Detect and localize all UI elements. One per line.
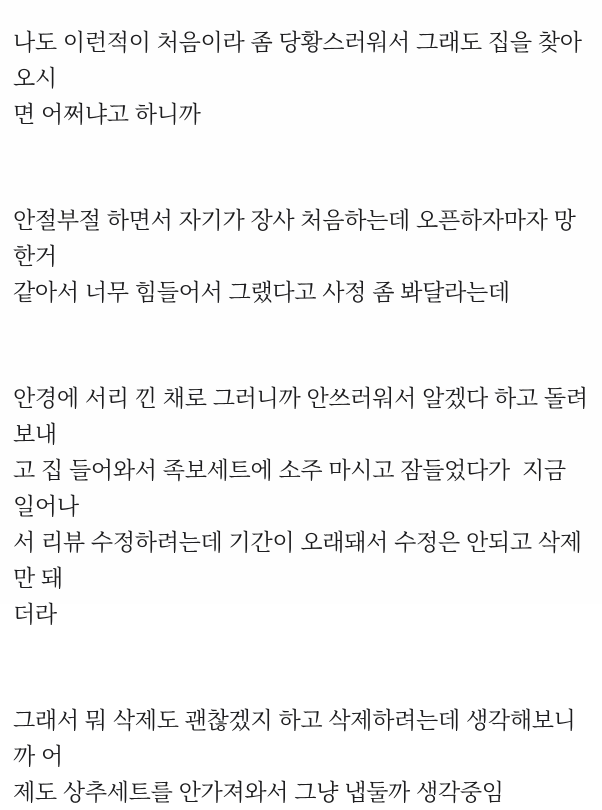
paragraph-3 xyxy=(13,380,590,632)
text-line: 같아서 너무 힘들어서 그랬다고 사정 좀 봐달라는데 xyxy=(13,279,510,305)
text-line: 안절부절 하면서 자기가 장사 처음하는데 오픈하자마자 망한거 xyxy=(13,207,576,269)
text-line: 서 리뷰 수정하려는데 기간이 오래돼서 수정은 안되고 삭제만 돼 xyxy=(13,529,582,591)
text-line: 안경에 서리 낀 채로 그러니까 안쓰러워서 알겠다 하고 돌려보내 xyxy=(13,385,588,447)
paragraph-2 xyxy=(13,202,590,310)
text-line: 고 집 들어와서 족보세트에 소주 마시고 잠들었다가 지금 일어나 xyxy=(13,457,572,519)
text-line: 제도 상추세트를 안가져와서 그냥 냅둘까 생각중임 xyxy=(13,779,504,805)
text-line: 나도 이런적이 처음이라 좀 당황스러워서 그래도 집을 찾아오시 xyxy=(13,29,582,91)
text-line: 면 어쩌냐고 하니까 xyxy=(13,101,201,127)
text-line: 그래서 뭐 삭제도 괜찮겠지 하고 삭제하려는데 생각해보니까 어 xyxy=(13,707,576,769)
paragraph-4 xyxy=(13,702,590,810)
text-line: 더라 xyxy=(13,601,57,627)
paragraph-1 xyxy=(13,24,590,132)
